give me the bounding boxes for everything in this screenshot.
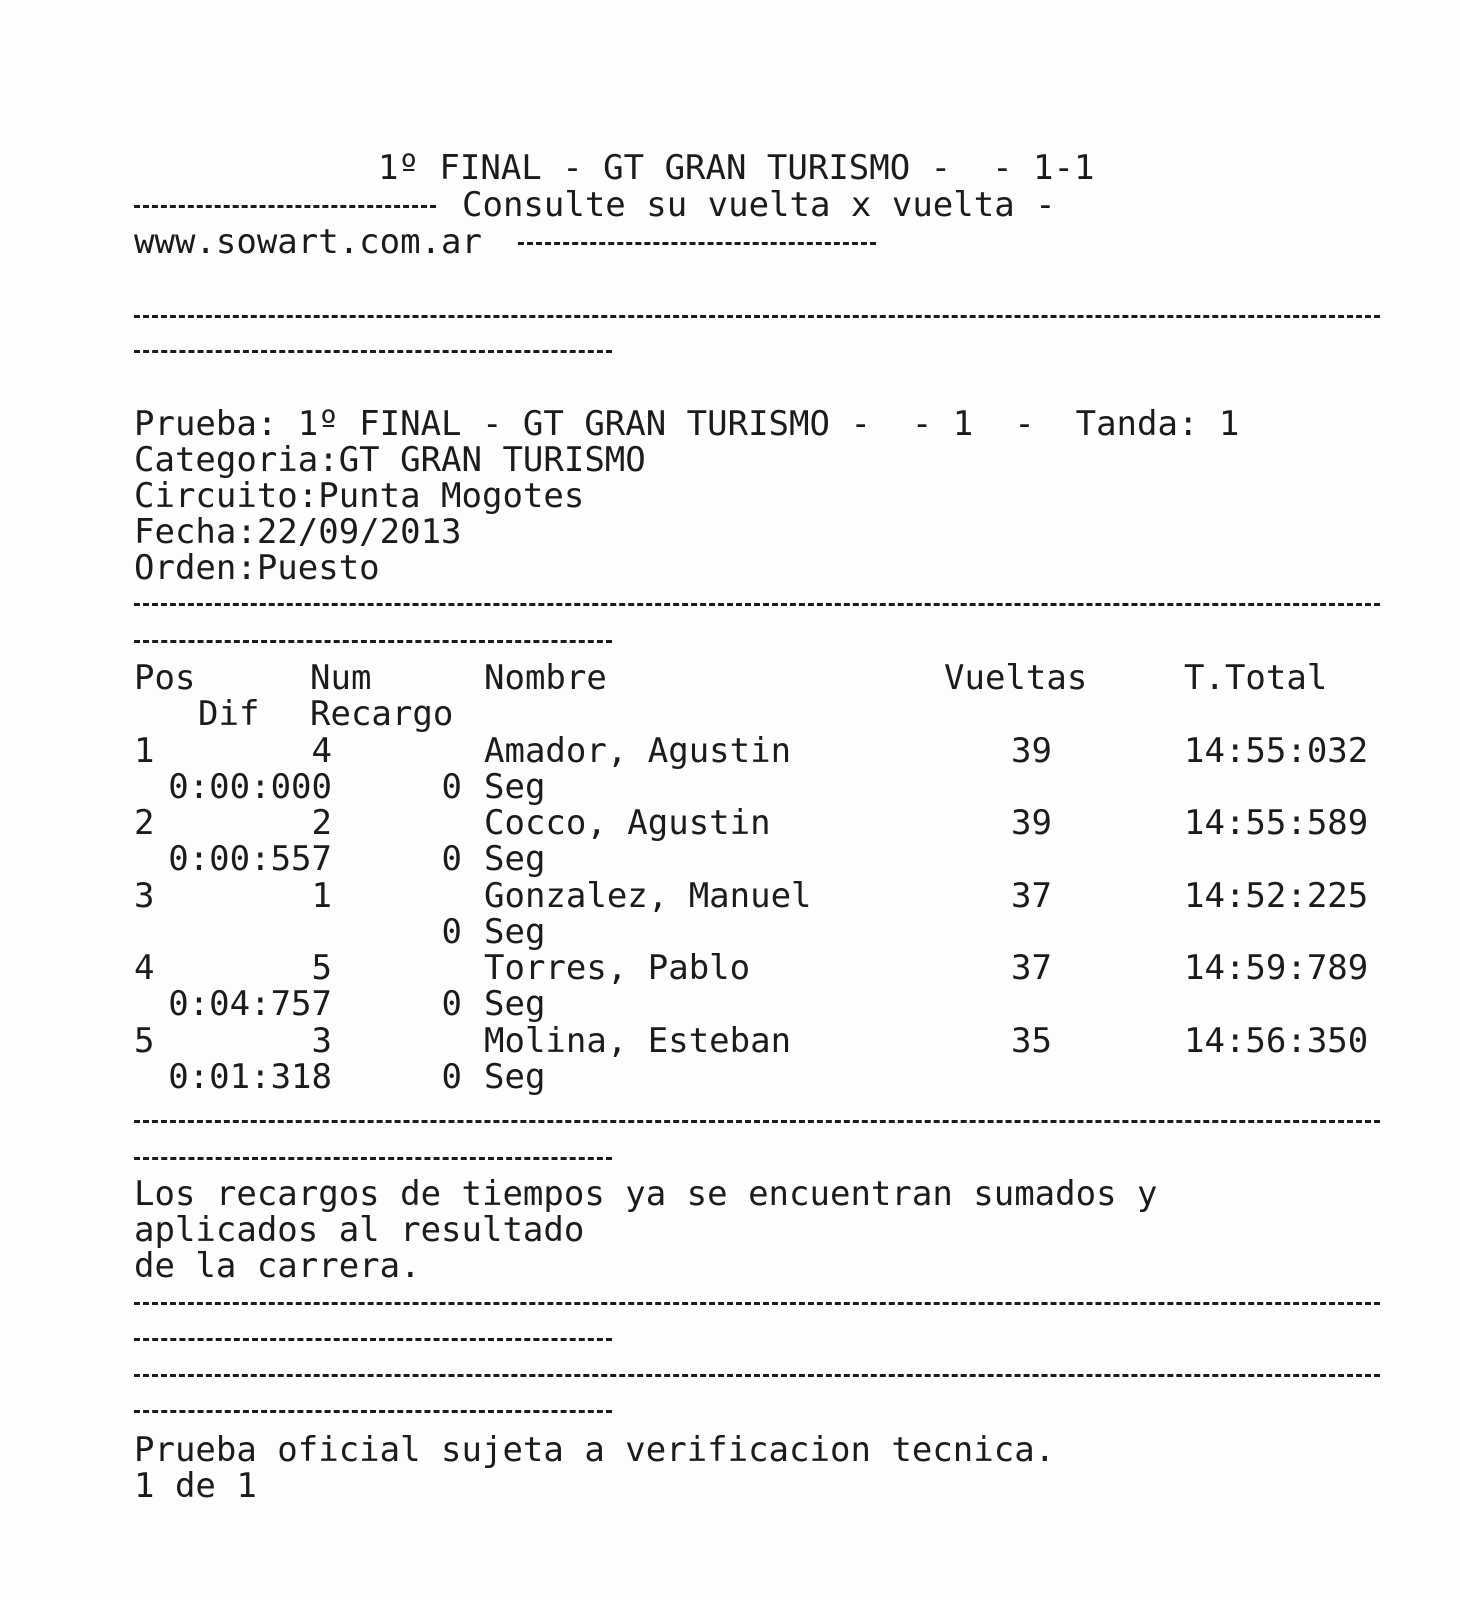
row-nombre: Cocco, Agustin [484, 803, 771, 843]
divider [518, 242, 876, 245]
row-dif: 0:00:000 [168, 767, 332, 807]
row-nombre: Torres, Pablo [484, 948, 751, 988]
row-dif: 0:01:318 [168, 1057, 332, 1097]
row-num: 2 [311, 803, 332, 843]
header-dif: Dif [198, 694, 260, 734]
row-unit: Seg [484, 1057, 546, 1097]
row-unit: Seg [484, 984, 546, 1024]
row-nombre: Molina, Esteban [484, 1021, 792, 1061]
row-total: 14:55:589 [1184, 803, 1369, 843]
circuito-line: Circuito:Punta Mogotes [134, 476, 585, 516]
row-nombre: Amador, Agustin [484, 731, 792, 771]
row-recargo: 0 [441, 984, 462, 1024]
row-unit: Seg [484, 767, 546, 807]
header-num: Num [310, 658, 372, 698]
row-total: 14:59:789 [1184, 948, 1369, 988]
row-total: 14:56:350 [1184, 1021, 1369, 1061]
note-line-1: Los recargos de tiempos ya se encuentran sumados y [134, 1174, 1158, 1214]
divider [134, 205, 436, 208]
header-pos: Pos [134, 658, 196, 698]
row-vueltas: 39 [1011, 731, 1052, 771]
row-pos: 2 [134, 803, 155, 843]
row-nombre: Gonzalez, Manuel [484, 876, 812, 916]
row-recargo: 0 [441, 1057, 462, 1097]
row-pos: 1 [134, 731, 155, 771]
divider [134, 315, 1380, 318]
header-recargo: Recargo [310, 694, 454, 734]
row-pos: 4 [134, 948, 155, 988]
row-recargo: 0 [441, 839, 462, 879]
row-num: 4 [311, 731, 332, 771]
row-vueltas: 37 [1011, 948, 1052, 988]
row-vueltas: 39 [1011, 803, 1052, 843]
fecha-line: Fecha:22/09/2013 [134, 512, 462, 552]
row-dif: 0:00:557 [168, 839, 332, 879]
row-total: 14:55:032 [1184, 731, 1369, 771]
consult-line: Consulte su vuelta x vuelta - [462, 185, 1056, 225]
row-num: 5 [311, 948, 332, 988]
divider [134, 603, 1380, 606]
row-dif: 0:04:757 [168, 984, 332, 1024]
header-total: T.Total [1184, 658, 1328, 698]
row-pos: 5 [134, 1021, 155, 1061]
row-num: 3 [311, 1021, 332, 1061]
divider [134, 1302, 1380, 1305]
prueba-line: Prueba: 1º FINAL - GT GRAN TURISMO - - 1 - Tanda: 1 [134, 404, 1240, 444]
note-line-2: aplicados al resultado [134, 1210, 585, 1250]
divider [134, 1157, 612, 1160]
row-recargo: 0 [441, 912, 462, 952]
divider [134, 1120, 1380, 1123]
row-pos: 3 [134, 876, 155, 916]
page-number: 1 de 1 [134, 1466, 257, 1506]
divider [134, 1410, 612, 1413]
divider [134, 640, 612, 643]
divider [134, 350, 612, 353]
sheet-title: 1º FINAL - GT GRAN TURISMO - - 1-1 [378, 148, 1095, 188]
orden-line: Orden:Puesto [134, 548, 380, 588]
categoria-line: Categoria:GT GRAN TURISMO [134, 440, 646, 480]
header-nombre: Nombre [484, 658, 607, 698]
website-text: www.sowart.com.ar [134, 222, 482, 262]
row-vueltas: 37 [1011, 876, 1052, 916]
divider [134, 1338, 612, 1341]
row-vueltas: 35 [1011, 1021, 1052, 1061]
note-line-3: de la carrera. [134, 1246, 421, 1286]
row-total: 14:52:225 [1184, 876, 1369, 916]
official-note: Prueba oficial sujeta a verificacion tecnica. [134, 1430, 1056, 1470]
row-unit: Seg [484, 839, 546, 879]
header-vueltas: Vueltas [944, 658, 1088, 698]
row-recargo: 0 [441, 767, 462, 807]
divider [134, 1374, 1380, 1377]
row-num: 1 [311, 876, 332, 916]
row-unit: Seg [484, 912, 546, 952]
